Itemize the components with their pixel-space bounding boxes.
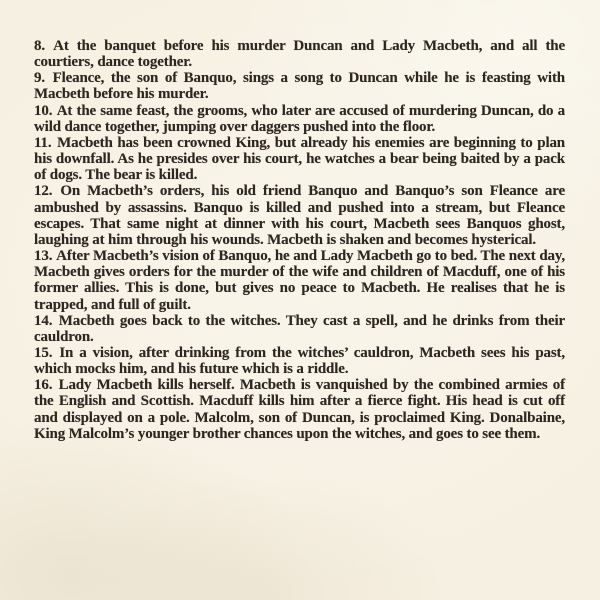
- scene-text: At the same feast, the grooms, who later are accused of murdering Duncan, do a wild dance together, jumping over daggers pushed into the floor.: [34, 102, 565, 135]
- scene-number: 8.: [34, 38, 45, 54]
- synopsis-paragraph-8: [34, 38, 565, 70]
- scene-text: On Macbeth’s orders, his old friend Banquo and Banquo’s son Fleance are ambushed by assassins. Banquo is killed and pushed into a stream, but Fleance escapes. That same night at dinner with his court, Macbeth sees Banquos ghost, laughing at him through his wounds. Macbeth is shaken and becomes hysterical.: [34, 183, 565, 248]
- scene-number: 12.: [34, 183, 53, 200]
- synopsis-paragraph-12: [34, 183, 565, 248]
- synopsis-paragraph-11: [34, 135, 565, 183]
- scene-number: 14.: [34, 312, 53, 329]
- synopsis-paragraph-14: [34, 313, 565, 345]
- scene-number: 13.: [34, 248, 53, 265]
- synopsis-paragraph-9: [34, 70, 565, 102]
- scene-number: 16.: [34, 377, 53, 394]
- scene-number: 10.: [34, 102, 53, 119]
- scene-number: 15.: [34, 344, 53, 361]
- synopsis-paragraph-13: [34, 248, 565, 313]
- synopsis-text-block: [34, 38, 565, 442]
- scene-text: Fleance, the son of Banquo, sings a song to Duncan while he is feasting with Macbeth before his murder.: [34, 70, 565, 103]
- scene-text: At the banquet before his murder Duncan and Lady Macbeth, and all the courtiers, dance together.: [34, 38, 565, 71]
- scene-number: 11.: [34, 134, 52, 151]
- synopsis-paragraph-16: [34, 377, 565, 442]
- scene-text: Lady Macbeth kills herself. Macbeth is vanquished by the combined armies of the English and Scottish. Macduff kills him after a fierce fight. His head is cut off and displayed on a pole. Malcolm, son of Duncan, is proclaimed King. Donalbaine, King Malcolm’s younger brother chances upon the witches, and goes to see them.: [34, 377, 565, 442]
- synopsis-paragraph-15: [34, 345, 565, 377]
- scene-text: In a vision, after drinking from the witches’ cauldron, Macbeth sees his past, which mocks him, and his future which is a riddle.: [34, 344, 565, 378]
- scene-text: After Macbeth’s vision of Banquo, he and Lady Macbeth go to bed. The next day, Macbeth gives orders for the murder of the wife and children of Macduff, one of his former allies. This is done, but gives no peace to Macbeth. He realises that he is trapped, and full of guilt.: [34, 248, 565, 313]
- synopsis-paragraph-10: [34, 103, 565, 135]
- scene-text: Macbeth goes back to the witches. They cast a spell, and he drinks from their cauldron.: [34, 312, 565, 345]
- scene-number: 9.: [34, 70, 45, 87]
- scene-text: Macbeth has been crowned King, but already his enemies are beginning to plan his downfall. As he presides over his court, he watches a bear being baited by a pack of dogs. The bear is killed.: [34, 134, 565, 184]
